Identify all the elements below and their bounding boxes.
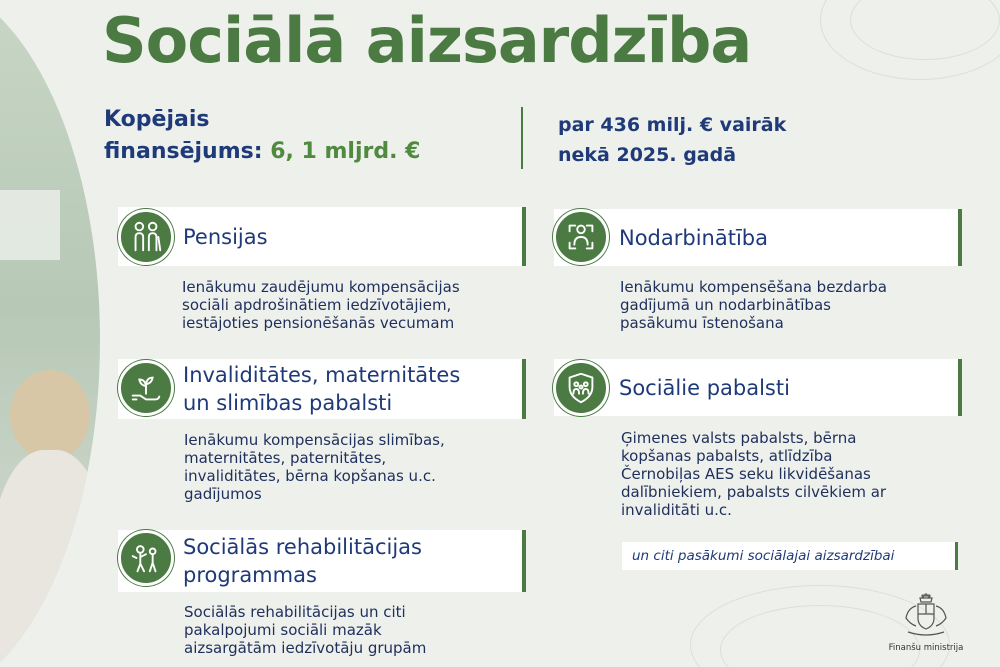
desc-line: invaliditāti u.c. bbox=[621, 501, 732, 519]
category-title-line1: Sociālās rehabilitācijas bbox=[183, 535, 422, 559]
desc-line: iestājoties pensionēšanās vecumam bbox=[182, 314, 455, 332]
desc-line: Ienākumu kompensēšana bezdarba bbox=[620, 278, 887, 296]
other-measures-note: un citi pasākumi sociālajai aizsardzībai bbox=[622, 542, 958, 570]
ministry-logo bbox=[886, 590, 966, 653]
photo-child-body bbox=[0, 450, 100, 667]
category-title-line1: Invaliditātes, maternitātes bbox=[183, 363, 461, 387]
category-title: Nodarbinātība bbox=[619, 225, 768, 250]
desc-line: pakalpojumi sociāli mazāk bbox=[184, 621, 382, 639]
category-disability-description bbox=[184, 431, 524, 503]
photo-child-head bbox=[10, 370, 90, 460]
category-rehabilitation-description bbox=[184, 603, 524, 657]
desc-line: Ienākumu zaudējumu kompensācijas bbox=[182, 278, 460, 296]
desc-line: gadījumos bbox=[184, 485, 262, 503]
photo-window bbox=[0, 190, 60, 260]
desc-line: pasākumu īstenošana bbox=[620, 314, 784, 332]
funding-line2 bbox=[104, 136, 504, 168]
category-social-benefits-header bbox=[554, 359, 962, 416]
desc-line: invaliditātes, bērna kopšanas u.c. bbox=[184, 467, 436, 485]
desc-line: aizsargātām iedzīvotāju grupām bbox=[184, 639, 427, 657]
desc-line: sociāli apdrošinātiem iedzīvotājiem, bbox=[182, 296, 452, 314]
desc-line: gadījumā un nodarbinātības bbox=[620, 296, 831, 314]
category-pensions-header bbox=[118, 207, 526, 266]
funding-amount: 6, 1 mljrd. € bbox=[270, 139, 421, 164]
desc-line: Sociālās rehabilitācijas un citi bbox=[184, 603, 406, 621]
desc-line: Černobiļas AES seku likvidēšanas bbox=[621, 465, 871, 483]
desc-line: Ģimenes valsts pabalsts, bērna bbox=[621, 429, 857, 447]
category-employment-header bbox=[554, 209, 962, 266]
category-title-line2: programmas bbox=[183, 563, 317, 587]
rehabilitation-icon bbox=[118, 530, 174, 586]
desc-line: dalībniekiem, pabalsts cilvēkiem ar bbox=[621, 483, 887, 501]
comparison-line1: par 436 milj. € vairāk bbox=[558, 114, 787, 136]
category-title bbox=[183, 533, 422, 589]
category-title-line2: un slimības pabalsti bbox=[183, 391, 393, 415]
funding-label-line2: finansējums: bbox=[104, 139, 263, 164]
desc-line: Ienākumu kompensācijas slimības, bbox=[184, 431, 445, 449]
background-photo bbox=[0, 0, 100, 667]
header-divider bbox=[521, 107, 523, 169]
page-title: Sociālā aizsardzība bbox=[102, 4, 752, 77]
category-pensions-description bbox=[182, 278, 522, 332]
desc-line: maternitātes, paternitātes, bbox=[184, 449, 387, 467]
category-title: Sociālie pabalsti bbox=[619, 375, 790, 400]
category-social-benefits-description bbox=[621, 429, 961, 519]
category-employment-description bbox=[620, 278, 960, 332]
category-title: Pensijas bbox=[183, 224, 268, 249]
funding-comparison bbox=[558, 110, 878, 170]
employment-icon bbox=[553, 209, 609, 265]
funding-label-line1: Kopējais bbox=[104, 107, 210, 132]
pensioners-icon bbox=[118, 209, 174, 265]
ministry-name: Finanšu ministrija bbox=[888, 643, 964, 653]
plant-hand-icon bbox=[118, 360, 174, 416]
comparison-line2: nekā 2025. gadā bbox=[558, 144, 737, 166]
desc-line: kopšanas pabalsts, atlīdzība bbox=[621, 447, 833, 465]
total-funding bbox=[104, 104, 504, 168]
latvia-coat-of-arms-icon bbox=[894, 590, 958, 638]
category-title bbox=[183, 361, 460, 417]
family-shield-icon bbox=[553, 360, 609, 416]
category-disability-header bbox=[118, 359, 526, 419]
category-rehabilitation-header bbox=[118, 530, 526, 592]
